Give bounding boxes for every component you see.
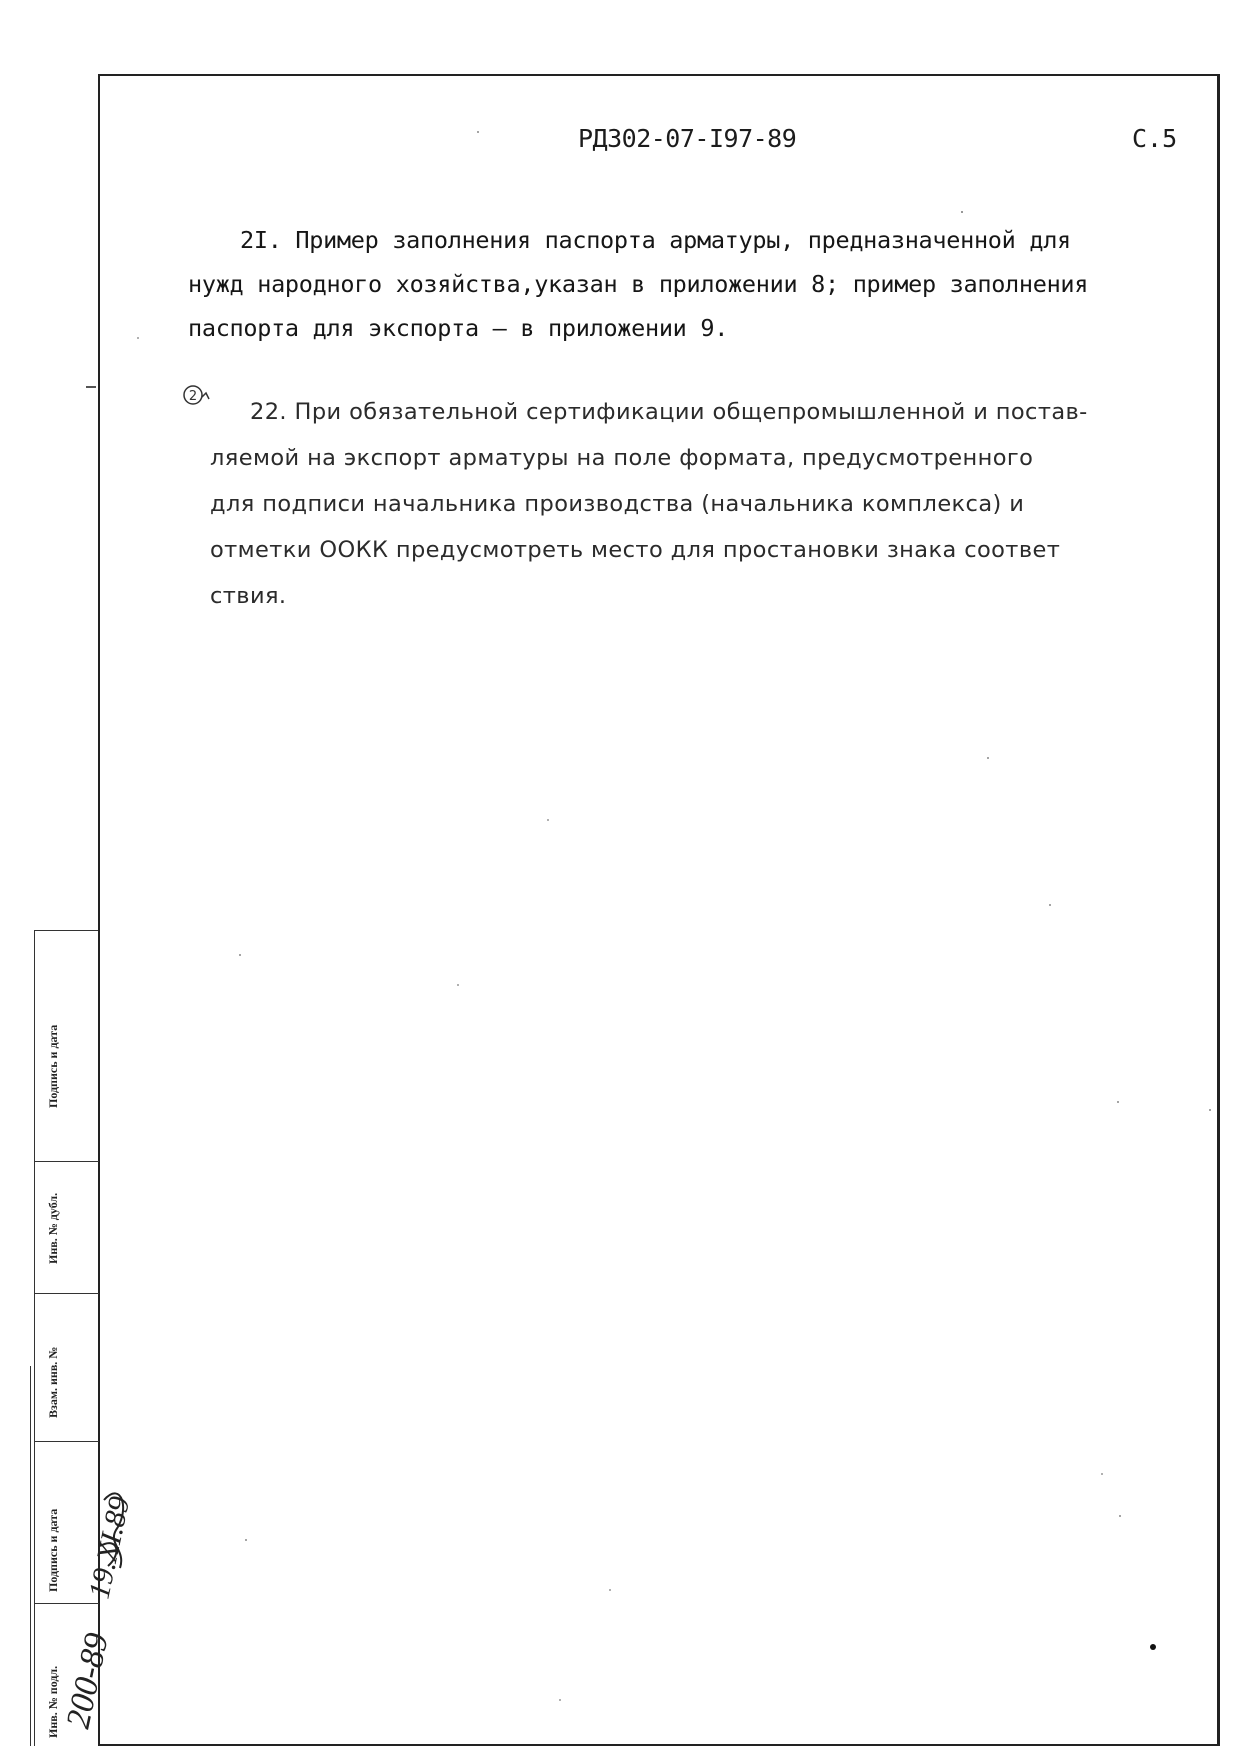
handwritten-signature	[60, 1450, 136, 1746]
stamp-label-signature-date-original: Подпись и дата	[46, 1508, 60, 1592]
paragraph-21-line: нужд народного хозяйства,указан в приложении 8; пример заполнения	[188, 270, 1089, 298]
page-number: С.5	[1132, 124, 1178, 153]
revision-marker-number: 2	[188, 389, 198, 404]
paragraph-22-line: ствия.	[210, 583, 287, 609]
handwritten-original-number: 200-89	[60, 1629, 116, 1732]
stamp-label-original-number: Инв. № подл.	[46, 1665, 60, 1738]
paragraph-21-line: паспорта для экспорта – в приложении 9.	[188, 314, 729, 342]
stamp-label-replacement-number: Взам. инв. №	[46, 1346, 60, 1418]
document-code: РД302-07-I97-89	[578, 124, 797, 153]
margin-tick	[86, 386, 96, 388]
stamp-label-duplicate-number: Инв. № дубл.	[46, 1192, 60, 1264]
handwritten-date: 19.XI.89	[82, 1493, 136, 1602]
scan-speck	[1150, 1644, 1156, 1650]
paragraph-21	[188, 218, 1206, 350]
paragraph-22	[210, 389, 1190, 619]
paragraph-22-line: для подписи начальника производства (начальника комплекса) и	[210, 491, 1025, 517]
paragraph-22-line: отметки ООКК предусмотреть место для простановки знака соответ	[210, 537, 1061, 563]
paragraph-22-line: ляемой на экспорт арматуры на поле формата, предусмотренного	[210, 445, 1034, 471]
stamp-label-signature-date: Подпись и дата	[46, 1024, 60, 1108]
paragraph-21-line: 2I. Пример заполнения паспорта арматуры, предназначенной для	[240, 226, 1071, 254]
revision-marker	[182, 383, 212, 409]
paragraph-22-line: 22. При обязательной сертификации общепромышленной и постав-	[250, 399, 1088, 425]
